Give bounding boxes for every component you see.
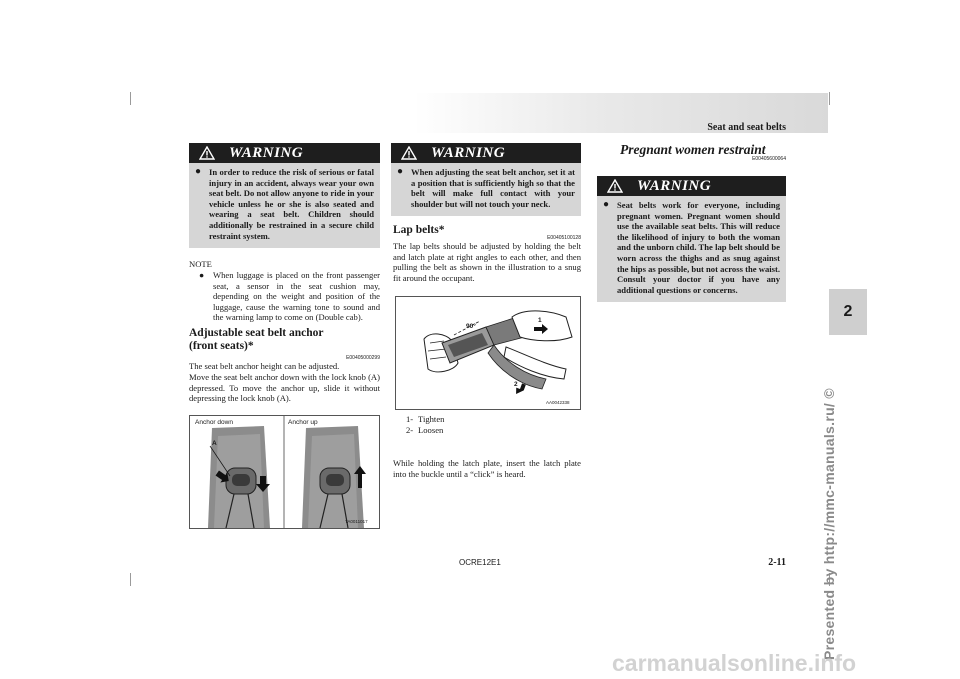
section-title: Seat and seat belts: [707, 122, 786, 133]
right-warning-box: [597, 176, 786, 302]
crop-mark-right-top: [829, 92, 830, 105]
figure-code: TA0011017: [345, 519, 368, 524]
legend-text: Tighten: [418, 414, 445, 424]
bullet-icon: ●: [199, 270, 205, 280]
vertical-watermark: Presented by http://mmc-manuals.ru/ ©: [821, 388, 837, 660]
warning-item: [397, 167, 575, 209]
crop-mark-left-bottom: [130, 573, 131, 586]
note-label: NOTE: [189, 259, 212, 269]
warning-item-text: Seat belts work for everyone, including pregnant women. Pregnant women should use the available seat belts. This will reduce the likelihood of injury to both the woman and the unborn child. The lap belt should be worn across the thighs and as snug against the hips as possible, but not across the waist. Consult your doctor if you have any additional questions or concerns.: [617, 200, 780, 295]
chapter-number: 2: [843, 303, 853, 320]
lap-section-code: E00405100128: [547, 235, 581, 241]
legend-num: 1-: [406, 414, 414, 424]
warning-body: [391, 163, 581, 216]
site-watermark: carmanualsonline.info: [612, 650, 857, 676]
warning-title: WARNING: [431, 144, 506, 161]
callout-1: 1: [538, 317, 542, 324]
warning-header: [189, 143, 380, 163]
lap-section-heading: Lap belts*: [393, 224, 445, 236]
crop-mark-left-top: [130, 92, 131, 105]
pregnant-section-heading: Pregnant women restraint: [620, 142, 766, 157]
legend-num: 2-: [406, 425, 414, 435]
note-item: [199, 270, 380, 323]
warning-body: [189, 163, 380, 248]
anchor-section-heading: Adjustable seat belt anchor (front seats)*: [189, 327, 324, 352]
chapter-tab: [829, 289, 867, 335]
anchor-paragraph-2: Move the seat belt anchor down with the lock knob (A) depressed. To move the anchor up, slide it without depressing the lock knob (A).: [189, 372, 380, 404]
legend-text: Loosen: [418, 425, 444, 435]
warning-item: [603, 200, 780, 295]
callout-2: 2: [514, 381, 518, 388]
lap-belt-illustration: [396, 297, 580, 409]
warning-triangle-icon: [401, 146, 417, 160]
warning-header: [597, 176, 786, 196]
bullet-icon: ●: [397, 166, 404, 177]
warning-header: [391, 143, 581, 163]
warning-title: WARNING: [637, 177, 712, 194]
warning-triangle-icon: [607, 179, 623, 193]
figure-code: AA0042338: [546, 400, 570, 405]
anchor-illustration: [190, 416, 379, 528]
anchor-paragraph-1: The seat belt anchor height can be adjusted.: [189, 361, 340, 371]
legend-item-2: [406, 425, 443, 436]
label-anchor-up: Anchor up: [288, 419, 318, 426]
bullet-icon: ●: [603, 199, 610, 210]
warning-body: [597, 196, 786, 302]
anchor-section-code: E00405000299: [346, 355, 380, 361]
bullet-icon: ●: [195, 166, 202, 177]
legend-item-1: [406, 414, 444, 425]
middle-warning-box: [391, 143, 581, 216]
warning-item: [195, 167, 374, 241]
note-item-text: When luggage is placed on the front passenger seat, a sensor in the seat cushion may, depending on the weight and position of the luggage, cause the warning tone to sound and the warning lamp to come on (Double cab).: [213, 270, 380, 323]
callout-a: A: [212, 440, 217, 447]
latch-paragraph: While holding the latch plate, insert the latch plate into the buckle until a “click” is heard.: [393, 458, 581, 479]
left-warning-box: [189, 143, 380, 248]
warning-triangle-icon: [199, 146, 215, 160]
lap-figure: [395, 296, 581, 410]
angle-label: 90°: [466, 323, 476, 330]
pregnant-section-code: E00405600064: [752, 156, 786, 162]
lap-paragraph: The lap belts should be adjusted by holding the belt and latch plate at right angles to each other, and then pulling the belt as shown in the illustration to a snug fit around the occupant.: [393, 241, 581, 283]
label-anchor-down: Anchor down: [195, 419, 233, 426]
anchor-figure: [189, 415, 380, 529]
warning-item-text: When adjusting the seat belt anchor, set it at a position that is sufficiently high so that the belt will make full contact with your shoulder but will not touch your neck.: [411, 167, 575, 209]
page-number: 2-11: [768, 557, 786, 568]
warning-title: WARNING: [229, 144, 304, 161]
footer-doc-code: OCRE12E1: [459, 558, 501, 567]
warning-item-text: In order to reduce the risk of serious or fatal injury in an accident, always wear your own seat belt. Do not allow anyone to ride in your vehicle unless he or she is also seated and wearing a seat belt. Children should additionally be restrained in a secure child restraint system.: [209, 167, 374, 241]
